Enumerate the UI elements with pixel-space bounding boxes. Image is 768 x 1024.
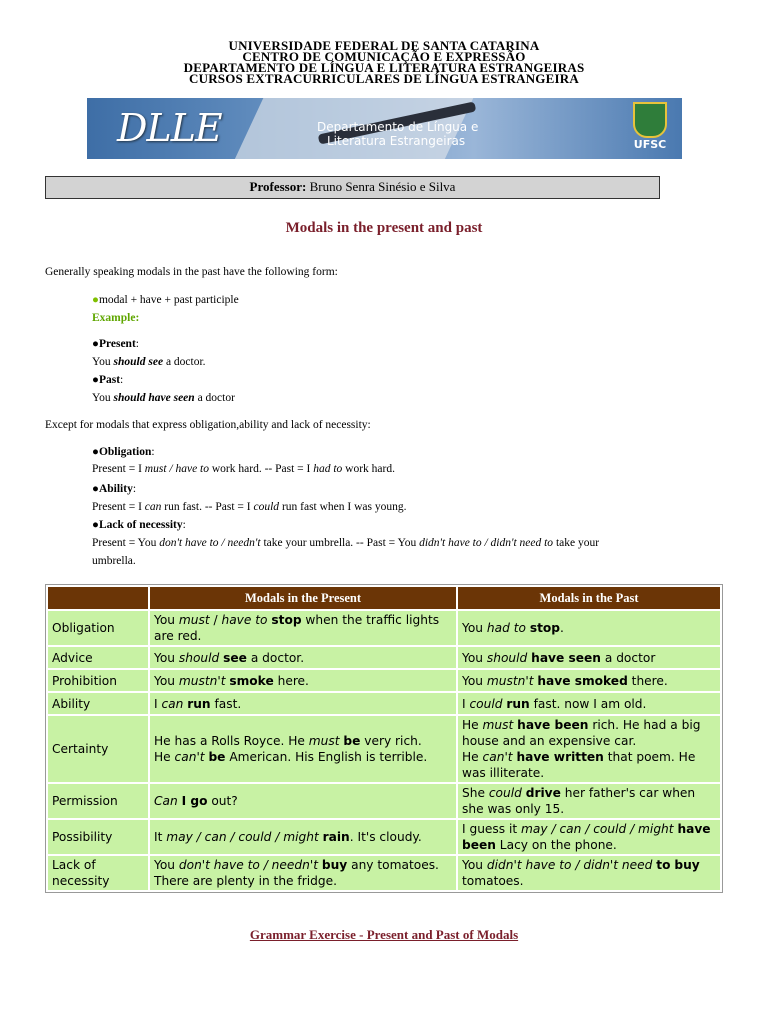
ab-i1: can — [144, 501, 162, 513]
cell-verb: stop — [271, 613, 302, 627]
past-cell — [458, 716, 720, 782]
cell-modal: don't have to / needn't — [178, 858, 318, 872]
cell-verb: have written — [516, 750, 604, 764]
cell-text: Lacy on the phone. — [495, 838, 617, 852]
cell-modal: can't — [174, 750, 205, 764]
cell-text: You — [462, 650, 487, 665]
cell-modal: didn't have to / didn't need — [486, 858, 653, 872]
row-label: Ability — [48, 693, 148, 714]
row-label: Lack of necessity — [48, 856, 148, 890]
cell-text: . It's cloudy. — [349, 830, 422, 844]
professor-name: Bruno Senra Sinésio e Silva — [309, 179, 456, 194]
past-label: Past — [98, 374, 121, 386]
cell-verb: smoke — [229, 673, 274, 688]
cell-verb: have been — [517, 718, 589, 732]
cell-text: He — [154, 750, 175, 764]
row-label: Prohibition — [48, 670, 148, 691]
intro-text: Generally speaking modals in the past have the following form: — [45, 266, 338, 278]
cell-modal: had to — [486, 621, 526, 635]
cell-text: You — [154, 613, 179, 627]
lack-label-line: ●Lack of necessity: — [92, 519, 186, 531]
banner-subtitle-line-2: Literatura Estrangeiras — [327, 134, 466, 148]
example-label: Example: — [92, 312, 140, 324]
lack-example — [92, 536, 599, 551]
cell-text: I guess it — [462, 822, 522, 836]
present-rest: a doctor. — [163, 356, 206, 368]
cell-modal: Can — [154, 794, 178, 808]
header-present: Modals in the Present — [150, 587, 456, 609]
header-blank — [48, 587, 148, 609]
present-modal: should see — [113, 356, 164, 368]
obligation-label-line: ●Obligation: — [92, 446, 155, 458]
table-row — [48, 611, 720, 645]
cell-text: She — [462, 786, 489, 800]
past-cell — [458, 856, 720, 890]
row-label: Permission — [48, 784, 148, 818]
cell-text: He — [462, 750, 483, 764]
cell-verb: see — [223, 650, 247, 665]
cell-text: fast — [210, 696, 238, 711]
cell-modal: should — [178, 650, 220, 665]
cell-text: rich. He had a big house and an expensive car. — [462, 718, 701, 748]
past-cell — [458, 820, 720, 854]
cell-modal: could — [488, 786, 522, 800]
cell-text: fast. now I am old. — [529, 696, 647, 711]
obligation-label: Obligation — [98, 446, 152, 458]
modals-table — [45, 584, 723, 893]
cell-text: He has a Rolls Royce. He — [154, 734, 309, 748]
ob-p1: Present = I — [92, 463, 145, 475]
present-label-line: ●Present: — [92, 338, 139, 350]
cell-text: You — [154, 650, 179, 665]
cell-text: her father's car when she was only 15. — [462, 786, 696, 816]
present-cell — [150, 611, 456, 645]
table-header-row — [48, 587, 720, 609]
cell-text: there. — [627, 673, 668, 688]
cell-verb: run — [506, 696, 530, 711]
header-past: Modals in the Past — [458, 587, 720, 609]
table-row — [48, 856, 720, 890]
cell-verb: rain — [322, 830, 350, 844]
cell-verb: have smoked — [537, 673, 628, 688]
past-cell — [458, 611, 720, 645]
professor-bar — [45, 176, 660, 199]
cell-modal: must — [308, 734, 340, 748]
cell-modal: mustn't — [486, 673, 534, 688]
cell-verb: have been — [462, 822, 711, 852]
table-row — [48, 693, 720, 714]
present-cell — [150, 647, 456, 668]
page-title: Modals in the present and past — [285, 220, 483, 236]
ob-i2: had to — [313, 463, 343, 475]
cell-verb: be — [343, 734, 361, 748]
past-modal: should have seen — [113, 392, 195, 404]
header-line-4: CURSOS EXTRACURRICULARES DE LÍNGUA ESTRANGEIRA — [189, 71, 579, 86]
except-text: Except for modals that express obligation,ability and lack of necessity: — [45, 419, 371, 431]
cell-verb: buy — [321, 858, 348, 872]
crest-shield-icon — [633, 102, 667, 138]
cell-verb: have seen — [531, 650, 601, 665]
past-cell — [458, 693, 720, 714]
ob-p2: work hard. -- Past = I — [209, 463, 314, 475]
cell-text: when the traffic lights are red. — [154, 613, 440, 643]
banner-subtitle — [317, 120, 478, 148]
row-label: Certainty — [48, 716, 148, 782]
table-row — [48, 670, 720, 691]
past-cell — [458, 647, 720, 668]
cell-modal: may / can / could / might — [521, 822, 674, 836]
la-p3: take your — [553, 537, 600, 549]
row-label: Possibility — [48, 820, 148, 854]
crest-label: UFSC — [633, 138, 667, 151]
past-label-line: ●Past: — [92, 374, 124, 386]
ab-p3: run fast when I was young. — [279, 501, 407, 513]
cell-verb: to — [656, 858, 671, 872]
cell-verb: buy — [674, 858, 700, 872]
cell-verb: run — [187, 696, 211, 711]
la-p1: Present = You — [92, 537, 160, 549]
cell-text: You — [462, 858, 487, 872]
past-rest: a doctor — [194, 392, 235, 404]
obligation-example — [92, 462, 395, 477]
bullet-icon: ● — [92, 294, 99, 306]
row-label: Obligation — [48, 611, 148, 645]
cell-text: a doctor — [600, 650, 656, 665]
cell-modal: must — [482, 718, 514, 732]
ufsc-crest — [628, 102, 672, 154]
past-example — [92, 391, 235, 406]
dlle-logo: DLLE — [117, 106, 222, 150]
cell-text: I — [154, 696, 162, 711]
cell-text: He — [462, 718, 483, 732]
row-label: Advice — [48, 647, 148, 668]
cell-text: . — [560, 621, 564, 635]
cell-verb: be — [208, 750, 226, 764]
cell-text: / — [209, 613, 222, 627]
cell-modal: can — [161, 696, 184, 711]
ob-i1: must / have to — [144, 463, 209, 475]
cell-modal: can't — [482, 750, 513, 764]
past-you: You — [92, 392, 114, 404]
present-label: Present — [98, 338, 136, 350]
grammar-exercise-link[interactable]: Grammar Exercise - Present and Past of Modals — [249, 927, 519, 942]
ability-label-line: ●Ability: — [92, 483, 137, 495]
table-row — [48, 784, 720, 818]
university-header — [0, 40, 768, 84]
present-cell — [150, 784, 456, 818]
cell-text: out? — [207, 794, 238, 808]
cell-modal: mustn't — [178, 673, 226, 688]
cell-verb: I go — [181, 794, 208, 808]
banner-subtitle-line-1: Departamento de Língua e — [317, 120, 479, 134]
cell-text: I — [462, 696, 470, 711]
cell-text: a doctor. — [246, 650, 305, 665]
dlle-banner — [87, 98, 682, 159]
la-i2: didn't have to / didn't need to — [419, 537, 554, 549]
ability-example — [92, 500, 407, 515]
ability-label: Ability — [98, 483, 133, 495]
cell-text: You — [154, 858, 179, 872]
past-cell — [458, 784, 720, 818]
present-cell — [150, 856, 456, 890]
cell-text: here. — [273, 673, 309, 688]
cell-modal: must — [178, 613, 210, 627]
ab-p1: Present = I — [92, 501, 145, 513]
ab-i2: could — [253, 501, 280, 513]
cell-verb: drive — [525, 786, 561, 800]
present-cell — [150, 716, 456, 782]
header-line-1: UNIVERSIDADE FEDERAL DE SANTA CATARINA — [228, 38, 540, 53]
lack-label: Lack of necessity — [98, 519, 183, 531]
la-p2: take your umbrella. -- Past = You — [260, 537, 420, 549]
present-example — [92, 355, 206, 370]
form-text: modal + have + past participle — [98, 294, 239, 306]
form-line — [92, 293, 239, 308]
cell-modal: have to — [221, 613, 268, 627]
present-cell: I can run fast. — [150, 693, 456, 714]
cell-text: tomatoes. — [462, 874, 524, 888]
ab-p2: run fast. -- Past = I — [161, 501, 254, 513]
professor-label: Professor: — [249, 179, 307, 194]
cell-text: You — [154, 673, 179, 688]
header-line-2: CENTRO DE COMUNICAÇÃO E EXPRESSÃO — [242, 49, 526, 64]
lack-example-cont: umbrella. — [92, 555, 136, 567]
present-cell — [150, 820, 456, 854]
cell-text: that poem. He was illiterate. — [462, 750, 696, 780]
present-cell — [150, 670, 456, 691]
table-row — [48, 647, 720, 668]
present-you: You — [92, 356, 114, 368]
cell-text: very rich. — [360, 734, 422, 748]
ob-p3: work hard. — [342, 463, 395, 475]
la-i1: don't have to / needn't — [159, 537, 261, 549]
cell-verb: stop — [529, 621, 560, 635]
cell-text: You — [462, 673, 487, 688]
header-line-3: DEPARTAMENTO DE LÍNGUA E LITERATURA ESTRANGEIRAS — [183, 60, 585, 75]
cell-text: any tomatoes. There are plenty in the fridge. — [154, 858, 439, 888]
past-cell — [458, 670, 720, 691]
table-row — [48, 716, 720, 782]
cell-modal: could — [469, 696, 503, 711]
cell-text: It — [154, 830, 167, 844]
cell-modal: should — [486, 650, 528, 665]
cell-text: You — [462, 621, 487, 635]
cell-text: American. His English is terrible. — [225, 750, 428, 764]
table-row — [48, 820, 720, 854]
cell-modal: may / can / could / might — [166, 830, 319, 844]
